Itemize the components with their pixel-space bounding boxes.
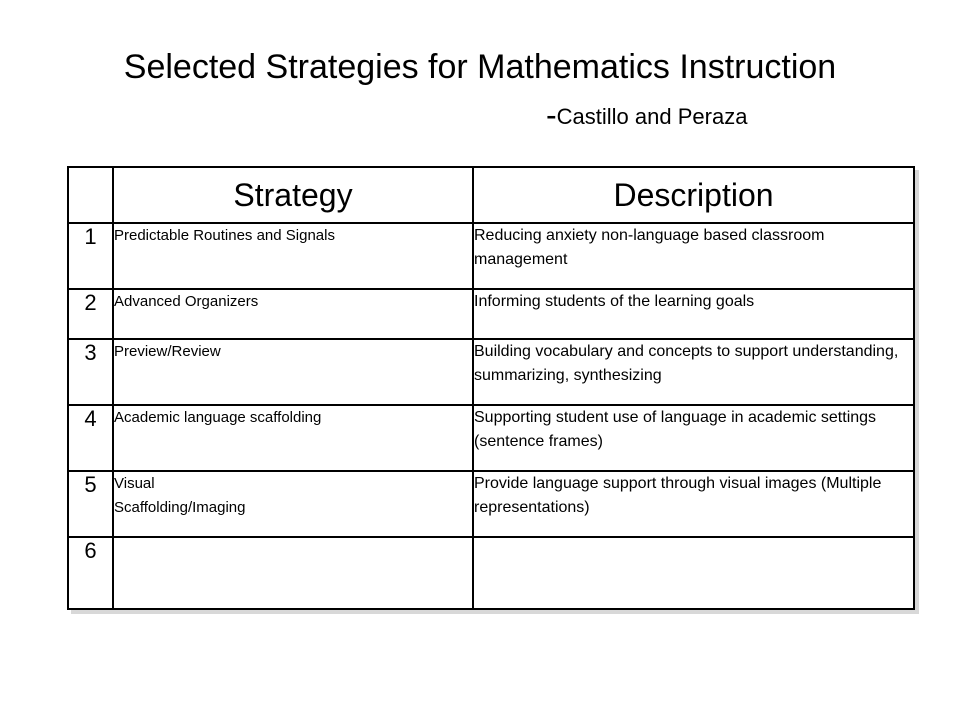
table-row: [68, 223, 914, 289]
row-strategy: [113, 405, 473, 471]
subtitle-dash: -: [546, 97, 557, 133]
row-description: Building vocabulary and concepts to support understanding, summarizing, synthesizing: [473, 339, 914, 405]
table-row: [68, 405, 914, 471]
row-description: Informing students of the learning goals: [473, 289, 914, 339]
table-row: [68, 471, 914, 537]
row-number: 1: [68, 223, 113, 289]
row-number: 5: [68, 471, 113, 537]
strategy-text: Advanced Organizers: [114, 293, 259, 310]
row-strategy: [113, 537, 473, 609]
row-description: Provide language support through visual images (Multiple representations): [473, 471, 914, 537]
subtitle-authors: Castillo and Peraza: [556, 104, 748, 129]
row-strategy: [113, 223, 473, 289]
strategy-text: Academic language scaffolding: [114, 409, 322, 426]
table-header-row: [68, 167, 914, 223]
strategy-text: Preview/Review: [114, 343, 221, 360]
strategy-text: Predictable Routines and Signals: [114, 227, 335, 244]
row-number: 3: [68, 339, 113, 405]
row-strategy: [113, 289, 473, 339]
header-number: [68, 167, 113, 223]
row-number: 2: [68, 289, 113, 339]
header-strategy: Strategy: [113, 167, 473, 223]
slide-title: Selected Strategies for Mathematics Instruction: [123, 48, 837, 86]
table-row: [68, 289, 914, 339]
row-strategy: [113, 339, 473, 405]
table-row: [68, 537, 914, 609]
row-number: 4: [68, 405, 113, 471]
slide-subtitle: [546, 97, 747, 135]
row-number: 6: [68, 537, 113, 609]
row-description: [473, 537, 914, 609]
row-description: Reducing anxiety non-language based classroom management: [473, 223, 914, 289]
header-description: Description: [473, 167, 914, 223]
strategy-text: Scaffolding/Imaging: [114, 499, 246, 516]
row-strategy: [113, 471, 473, 537]
strategy-text: Visual: [114, 475, 155, 492]
row-description: Supporting student use of language in academic settings (sentence frames): [473, 405, 914, 471]
strategies-table: [67, 166, 915, 610]
table-row: [68, 339, 914, 405]
